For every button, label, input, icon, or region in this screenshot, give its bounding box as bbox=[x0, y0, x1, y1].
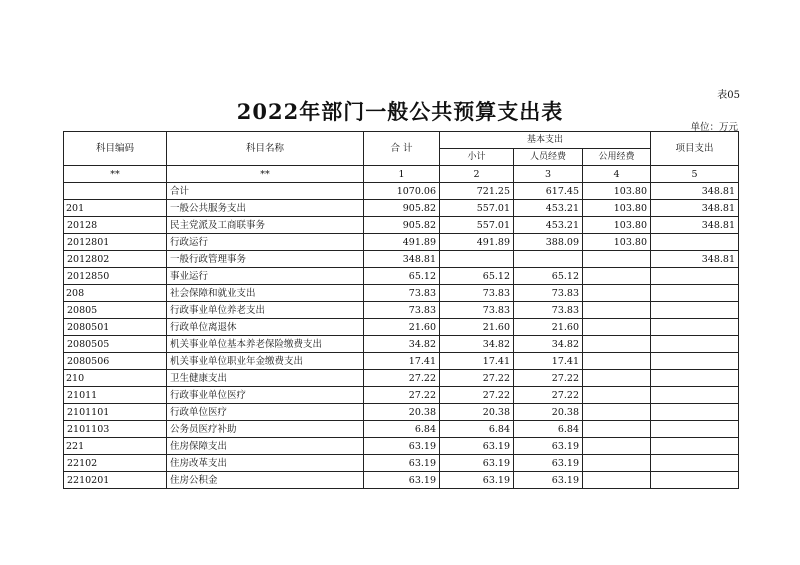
table-row bbox=[64, 183, 739, 200]
total-cell: 63.19 bbox=[364, 472, 440, 489]
code-cell: 2012802 bbox=[64, 251, 167, 268]
personnel-cell: 453.21 bbox=[514, 217, 583, 234]
code-cell: 201 bbox=[64, 200, 167, 217]
unit-label: 单位：万元 bbox=[690, 122, 738, 133]
code-cell: 210 bbox=[64, 370, 167, 387]
name-cell: 住房公积金 bbox=[167, 472, 364, 489]
table-row bbox=[64, 200, 739, 217]
project-cell: 348.81 bbox=[651, 200, 739, 217]
total-cell: 73.83 bbox=[364, 285, 440, 302]
personnel-cell: 63.19 bbox=[514, 438, 583, 455]
subtotal-cell: 17.41 bbox=[440, 353, 514, 370]
project-cell bbox=[651, 421, 739, 438]
form-number: 表05 bbox=[717, 90, 740, 101]
subtotal-cell: 27.22 bbox=[440, 370, 514, 387]
project-cell bbox=[651, 387, 739, 404]
project-cell bbox=[651, 353, 739, 370]
code-cell: 2101101 bbox=[64, 404, 167, 421]
personnel-cell: 20.38 bbox=[514, 404, 583, 421]
public-cell: 103.80 bbox=[583, 234, 651, 251]
project-cell: 348.81 bbox=[651, 217, 739, 234]
public-cell bbox=[583, 404, 651, 421]
header-name: 科目名称 bbox=[167, 132, 364, 166]
name-cell: 行政运行 bbox=[167, 234, 364, 251]
project-cell bbox=[651, 455, 739, 472]
subtotal-cell: 491.89 bbox=[440, 234, 514, 251]
subtotal-cell bbox=[440, 251, 514, 268]
name-cell: 机关事业单位基本养老保险缴费支出 bbox=[167, 336, 364, 353]
table-row bbox=[64, 336, 739, 353]
name-cell: 行政单位医疗 bbox=[167, 404, 364, 421]
project-cell bbox=[651, 336, 739, 353]
name-cell: 一般行政管理事务 bbox=[167, 251, 364, 268]
subtotal-cell: 63.19 bbox=[440, 455, 514, 472]
code-cell: 221 bbox=[64, 438, 167, 455]
code-cell: 20805 bbox=[64, 302, 167, 319]
personnel-cell: 34.82 bbox=[514, 336, 583, 353]
public-cell bbox=[583, 353, 651, 370]
personnel-cell: 453.21 bbox=[514, 200, 583, 217]
personnel-cell: 73.83 bbox=[514, 285, 583, 302]
header-public: 公用经费 bbox=[583, 149, 651, 166]
budget-table bbox=[63, 131, 739, 489]
total-cell: 905.82 bbox=[364, 217, 440, 234]
project-cell bbox=[651, 370, 739, 387]
code-cell: 2210201 bbox=[64, 472, 167, 489]
code-cell: 2080505 bbox=[64, 336, 167, 353]
name-cell: 事业运行 bbox=[167, 268, 364, 285]
code-cell: 2012801 bbox=[64, 234, 167, 251]
name-cell: 合计 bbox=[167, 183, 364, 200]
project-cell bbox=[651, 404, 739, 421]
personnel-cell: 617.45 bbox=[514, 183, 583, 200]
public-cell bbox=[583, 302, 651, 319]
personnel-cell: 6.84 bbox=[514, 421, 583, 438]
public-cell bbox=[583, 438, 651, 455]
project-cell bbox=[651, 302, 739, 319]
subtotal-cell: 34.82 bbox=[440, 336, 514, 353]
total-cell: 27.22 bbox=[364, 370, 440, 387]
index-cell: ** bbox=[64, 166, 167, 183]
table-row bbox=[64, 472, 739, 489]
table-row bbox=[64, 421, 739, 438]
name-cell: 住房保障支出 bbox=[167, 438, 364, 455]
total-cell: 348.81 bbox=[364, 251, 440, 268]
public-cell bbox=[583, 319, 651, 336]
index-cell: ** bbox=[167, 166, 364, 183]
public-cell bbox=[583, 336, 651, 353]
project-cell bbox=[651, 268, 739, 285]
total-cell: 491.89 bbox=[364, 234, 440, 251]
name-cell: 一般公共服务支出 bbox=[167, 200, 364, 217]
table-row bbox=[64, 353, 739, 370]
table-row bbox=[64, 251, 739, 268]
total-cell: 73.83 bbox=[364, 302, 440, 319]
total-cell: 1070.06 bbox=[364, 183, 440, 200]
index-cell: 5 bbox=[651, 166, 739, 183]
subtotal-cell: 65.12 bbox=[440, 268, 514, 285]
public-cell bbox=[583, 455, 651, 472]
page-title: 2022年部门一般公共预算支出表 bbox=[236, 99, 564, 124]
code-cell: 21011 bbox=[64, 387, 167, 404]
header-code: 科目编码 bbox=[64, 132, 167, 166]
header-subtotal: 小计 bbox=[440, 149, 514, 166]
table-row bbox=[64, 217, 739, 234]
code-cell: 2080506 bbox=[64, 353, 167, 370]
table-row bbox=[64, 285, 739, 302]
subtotal-cell: 557.01 bbox=[440, 200, 514, 217]
total-cell: 27.22 bbox=[364, 387, 440, 404]
code-cell: 2012850 bbox=[64, 268, 167, 285]
personnel-cell: 73.83 bbox=[514, 302, 583, 319]
table-row bbox=[64, 404, 739, 421]
project-cell bbox=[651, 234, 739, 251]
index-row bbox=[64, 166, 739, 183]
total-cell: 6.84 bbox=[364, 421, 440, 438]
project-cell bbox=[651, 285, 739, 302]
public-cell bbox=[583, 268, 651, 285]
table-row bbox=[64, 438, 739, 455]
project-cell bbox=[651, 438, 739, 455]
name-cell: 住房改革支出 bbox=[167, 455, 364, 472]
subtotal-cell: 6.84 bbox=[440, 421, 514, 438]
personnel-cell: 27.22 bbox=[514, 370, 583, 387]
code-cell: 22102 bbox=[64, 455, 167, 472]
header-personnel: 人员经费 bbox=[514, 149, 583, 166]
total-cell: 20.38 bbox=[364, 404, 440, 421]
code-cell: 20128 bbox=[64, 217, 167, 234]
table-row bbox=[64, 268, 739, 285]
public-cell bbox=[583, 370, 651, 387]
public-cell bbox=[583, 387, 651, 404]
name-cell: 公务员医疗补助 bbox=[167, 421, 364, 438]
name-cell: 行政单位离退休 bbox=[167, 319, 364, 336]
public-cell bbox=[583, 472, 651, 489]
header-total: 合 计 bbox=[364, 132, 440, 166]
subtotal-cell: 73.83 bbox=[440, 302, 514, 319]
public-cell: 103.80 bbox=[583, 200, 651, 217]
personnel-cell: 27.22 bbox=[514, 387, 583, 404]
table-row bbox=[64, 455, 739, 472]
code-cell: 2080501 bbox=[64, 319, 167, 336]
subtotal-cell: 63.19 bbox=[440, 438, 514, 455]
project-cell: 348.81 bbox=[651, 251, 739, 268]
table-row bbox=[64, 234, 739, 251]
index-cell: 3 bbox=[514, 166, 583, 183]
total-cell: 34.82 bbox=[364, 336, 440, 353]
subtotal-cell: 721.25 bbox=[440, 183, 514, 200]
personnel-cell bbox=[514, 251, 583, 268]
name-cell: 行政事业单位医疗 bbox=[167, 387, 364, 404]
subtotal-cell: 73.83 bbox=[440, 285, 514, 302]
public-cell bbox=[583, 251, 651, 268]
name-cell: 民主党派及工商联事务 bbox=[167, 217, 364, 234]
subtotal-cell: 20.38 bbox=[440, 404, 514, 421]
table-row bbox=[64, 319, 739, 336]
table-row bbox=[64, 302, 739, 319]
name-cell: 卫生健康支出 bbox=[167, 370, 364, 387]
index-cell: 1 bbox=[364, 166, 440, 183]
code-cell: 2101103 bbox=[64, 421, 167, 438]
name-cell: 行政事业单位养老支出 bbox=[167, 302, 364, 319]
subtotal-cell: 27.22 bbox=[440, 387, 514, 404]
index-cell: 2 bbox=[440, 166, 514, 183]
total-cell: 63.19 bbox=[364, 438, 440, 455]
index-cell: 4 bbox=[583, 166, 651, 183]
project-cell: 348.81 bbox=[651, 183, 739, 200]
personnel-cell: 63.19 bbox=[514, 455, 583, 472]
public-cell: 103.80 bbox=[583, 183, 651, 200]
project-cell bbox=[651, 472, 739, 489]
total-cell: 905.82 bbox=[364, 200, 440, 217]
total-cell: 63.19 bbox=[364, 455, 440, 472]
subtotal-cell: 21.60 bbox=[440, 319, 514, 336]
table-row bbox=[64, 370, 739, 387]
table-row bbox=[64, 387, 739, 404]
public-cell bbox=[583, 285, 651, 302]
personnel-cell: 63.19 bbox=[514, 472, 583, 489]
personnel-cell: 388.09 bbox=[514, 234, 583, 251]
name-cell: 机关事业单位职业年金缴费支出 bbox=[167, 353, 364, 370]
name-cell: 社会保障和就业支出 bbox=[167, 285, 364, 302]
subtotal-cell: 557.01 bbox=[440, 217, 514, 234]
project-cell bbox=[651, 319, 739, 336]
total-cell: 65.12 bbox=[364, 268, 440, 285]
subtotal-cell: 63.19 bbox=[440, 472, 514, 489]
public-cell bbox=[583, 421, 651, 438]
total-cell: 21.60 bbox=[364, 319, 440, 336]
header-project: 项目支出 bbox=[651, 132, 739, 166]
personnel-cell: 21.60 bbox=[514, 319, 583, 336]
code-cell bbox=[64, 183, 167, 200]
personnel-cell: 17.41 bbox=[514, 353, 583, 370]
header-basic: 基本支出 bbox=[440, 132, 651, 149]
code-cell: 208 bbox=[64, 285, 167, 302]
total-cell: 17.41 bbox=[364, 353, 440, 370]
public-cell: 103.80 bbox=[583, 217, 651, 234]
personnel-cell: 65.12 bbox=[514, 268, 583, 285]
